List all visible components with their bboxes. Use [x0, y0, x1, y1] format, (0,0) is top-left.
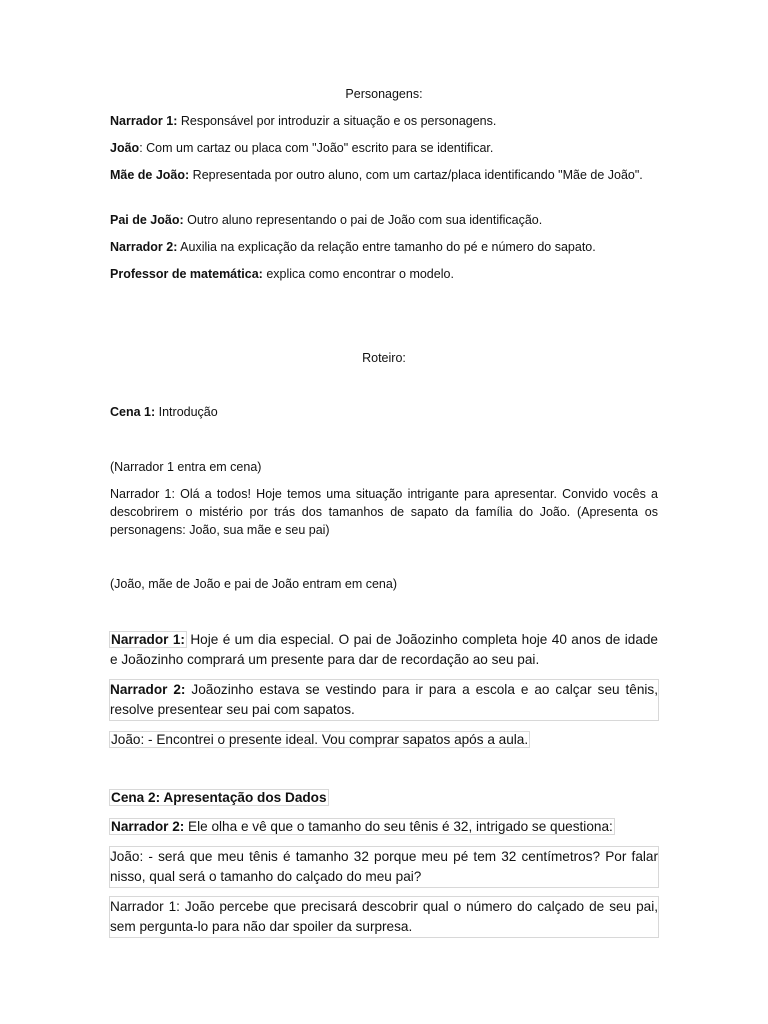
dialog-text: João: - será que meu tênis é tamanho 32 porque meu pé tem 32 centímetros? Por falar nisso, qual será o tamanho do calçado do meu pai? — [110, 849, 658, 884]
character-narrador-2 — [110, 238, 658, 256]
character-name: Pai de João: — [110, 213, 184, 227]
character-pai — [110, 211, 658, 229]
character-desc: Responsável por introduzir a situação e os personagens. — [177, 114, 497, 128]
dialog-text: Ele olha e vê que o tamanho do seu tênis é 32, intrigado se questiona: — [184, 819, 613, 834]
dialog-line — [110, 730, 658, 750]
character-name: Narrador 1 — [110, 114, 174, 128]
character-desc: Com um cartaz ou placa com "João" escrito para se identificar. — [142, 141, 494, 155]
character-name: João — [110, 141, 140, 155]
scene-1-heading — [110, 403, 658, 421]
dialog-line — [110, 847, 658, 887]
character-desc: Outro aluno representando o pai de João com sua identificação. — [183, 213, 543, 227]
dialog-text: João: - Encontrei o presente ideal. Vou comprar sapatos após a aula. — [111, 732, 529, 747]
character-sep: : — [139, 141, 143, 155]
scene-title: Introdução — [155, 405, 218, 419]
dialog-speaker: Narrador 1: — [111, 632, 185, 647]
dialog-line — [110, 680, 658, 720]
character-desc: Auxilia na explicação da relação entre tamanho do pé e número do sapato. — [177, 240, 596, 254]
character-narrador-1 — [110, 112, 658, 130]
character-name: Professor de matemática: — [110, 267, 263, 281]
dialog-text: Joãozinho estava se vestindo para ir para a escola e ao calçar seu tênis, resolve presentear seu pai com sapatos. — [110, 682, 659, 717]
character-desc: explica como encontrar o modelo. — [262, 267, 454, 281]
roteiro-heading: Roteiro: — [362, 351, 406, 365]
dialog-line — [110, 630, 658, 670]
character-desc: Representada por outro aluno, com um cartaz/placa identificando "Mãe de João". — [189, 168, 643, 182]
character-professor — [110, 265, 658, 283]
character-mae — [110, 166, 658, 184]
dialog-speaker: Narrador 2: — [111, 819, 185, 834]
scene-title: Cena 2: Apresentação dos Dados — [111, 790, 327, 805]
character-joao — [110, 139, 658, 157]
character-sep: : — [173, 114, 178, 128]
dialog-line — [110, 897, 658, 937]
narrador-1-intro-line: Narrador 1: Olá a todos! Hoje temos uma situação intrigante para apresentar. Convido vocês a descobrirem o mistério por trás dos tamanhos de sapato da família do João. (Apresenta os personagens: João, sua mãe e seu pai) — [110, 487, 658, 537]
scene-2-heading — [110, 788, 658, 808]
dialog-line — [110, 817, 658, 837]
dialog-text: Narrador 1: João percebe que precisará descobrir qual o número do calçado de seu pai, sem pergunta-lo para não dar spoiler da surpresa. — [110, 899, 658, 934]
dialog-text: Hoje é um dia especial. O pai de Joãozinho completa hoje 40 anos de idade e Joãozinho comprará um presente para dar de recordação ao seu pai. — [110, 632, 658, 667]
stage-direction-1: (Narrador 1 entra em cena) — [110, 460, 262, 474]
character-name: Mãe de João: — [110, 168, 190, 182]
character-name: Narrador 2: — [110, 240, 178, 254]
stage-direction-2: (João, mãe de João e pai de João entram em cena) — [110, 577, 397, 591]
scene-label: Cena 1: — [110, 405, 156, 419]
personagens-heading: Personagens: — [345, 87, 423, 101]
dialog-speaker: Narrador 2: — [110, 682, 186, 697]
dialog-box — [110, 632, 186, 647]
dialog-box — [110, 819, 614, 834]
